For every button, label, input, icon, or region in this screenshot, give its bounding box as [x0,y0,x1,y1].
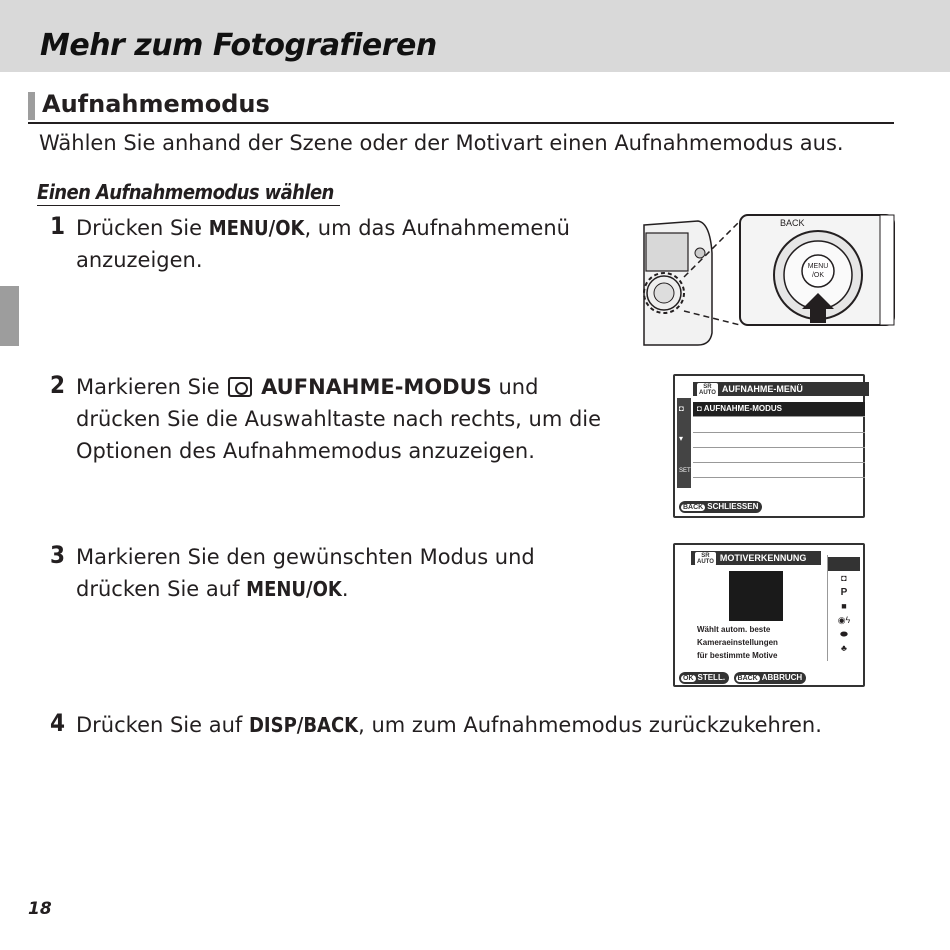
menu-row [693,418,865,433]
menu-ok-label-line1: MENU [807,263,829,270]
page-title: Mehr zum Fotografieren [40,28,437,63]
step-text-part: , um das Aufnahmemenü [304,216,570,240]
step-text-part: . [341,577,349,601]
description-line: Wählt autom. beste [697,625,771,634]
step-text-part: Drücken Sie auf [76,713,249,737]
step-text-part: Optionen des Aufnahmemodus anzuzeigen. [76,439,535,463]
step-text [76,212,596,276]
menu-row [693,433,865,448]
step-text [76,371,636,467]
badge-bottom: AUTO [699,389,716,396]
back-key: BACK [737,675,758,682]
menu-row [693,448,865,463]
badge-top: SR [701,552,710,559]
step-text [76,709,896,741]
disp-back-button-label: DISP/BACK [248,713,359,737]
flower-mode-icon: ♣ [841,643,847,653]
back-cancel-hint [734,672,807,684]
page-number: 18 [28,899,52,919]
camera-icon: ◘ [697,404,702,413]
set-tab-label: SET [679,468,691,474]
ok-key: OK [683,675,694,682]
camera-tab-icon: ◘ [679,404,684,413]
cancel-label: ABBRUCH [761,673,803,682]
back-label: BACK [780,218,805,228]
camera-back-illustration [640,213,898,349]
step-number: 3 [50,541,66,569]
menu-ok-button-label: MENU/OK [208,216,305,240]
down-arrow-icon: ▾ [679,434,684,443]
set-label: STELL. [697,673,726,682]
section-heading [28,90,894,124]
back-close-hint [679,501,762,513]
menu-ok-label-line2: /OK [811,272,825,279]
section-heading-marker [28,92,35,120]
chapter-side-tab [0,286,19,346]
mode-screen-illustration [673,543,865,687]
step-number: 1 [50,212,66,240]
subheading: Einen Aufnahmemodus wählen [37,180,340,206]
mode-item-selected [828,557,860,571]
menu-title: AUFNAHME-MENÜ [721,384,803,394]
mode-title-bar [691,551,821,565]
step-text-part: Markieren Sie den gewünschten Modus und [76,545,535,569]
program-mode-label: P [840,587,848,598]
step-text-part: drücken Sie auf [76,577,247,601]
menu-item-label: AUFNAHME-MODUS [261,375,492,399]
description-line: für bestimmte Motive [697,651,778,660]
camera-body-icon [644,221,712,345]
night-mode-icon: ⬬ [840,629,848,639]
menu-screen-illustration [673,374,865,518]
flash-mode-icon: ◉ϟ [837,615,851,625]
sr-auto-badge [697,383,718,397]
step-text-part: Drücken Sie [76,216,209,240]
close-label: SCHLIESSEN [707,502,759,511]
camera-mode-icon: ◘ [841,573,847,583]
menu-row [693,463,865,478]
badge-top: SR [703,383,712,390]
step-text-part: Markieren Sie [76,375,227,399]
mode-title: MOTIVERKENNUNG [719,553,807,563]
camera-icon [228,377,252,397]
step-text-part: drücken Sie die Auswahltaste nach rechts, um die [76,407,602,431]
ok-set-hint [679,672,729,684]
movie-mode-icon: ■ [841,601,847,611]
back-key: BACK [683,504,704,511]
menu-row-label: AUFNAHME-MODUS [703,404,782,413]
step-text [76,541,596,605]
mode-preview [729,571,783,621]
section-title: Aufnahmemodus [42,90,270,118]
mode-list [827,555,860,661]
step-text-part: und [491,375,539,399]
mode-description [697,623,778,662]
step-text-part: , um zum Aufnahmemodus zurückzukehren. [358,713,822,737]
menu-tab-column [677,398,691,488]
menu-title-bar [693,382,869,396]
menu-row-selected [693,402,865,417]
mode-footer [679,667,806,685]
badge-bottom: AUTO [697,558,714,565]
step-number: 2 [50,371,66,399]
step-number: 4 [50,709,66,737]
section-intro: Wählen Sie anhand der Szene oder der Motivart einen Aufnahmemodus aus. [39,131,844,155]
button-closeup [740,215,894,325]
sr-auto-badge [695,552,716,566]
menu-footer [679,496,762,514]
description-line: Kameraeinstellungen [697,638,778,647]
step-text-part: anzuzeigen. [76,248,203,272]
menu-ok-button-label: MENU/OK [246,577,342,601]
